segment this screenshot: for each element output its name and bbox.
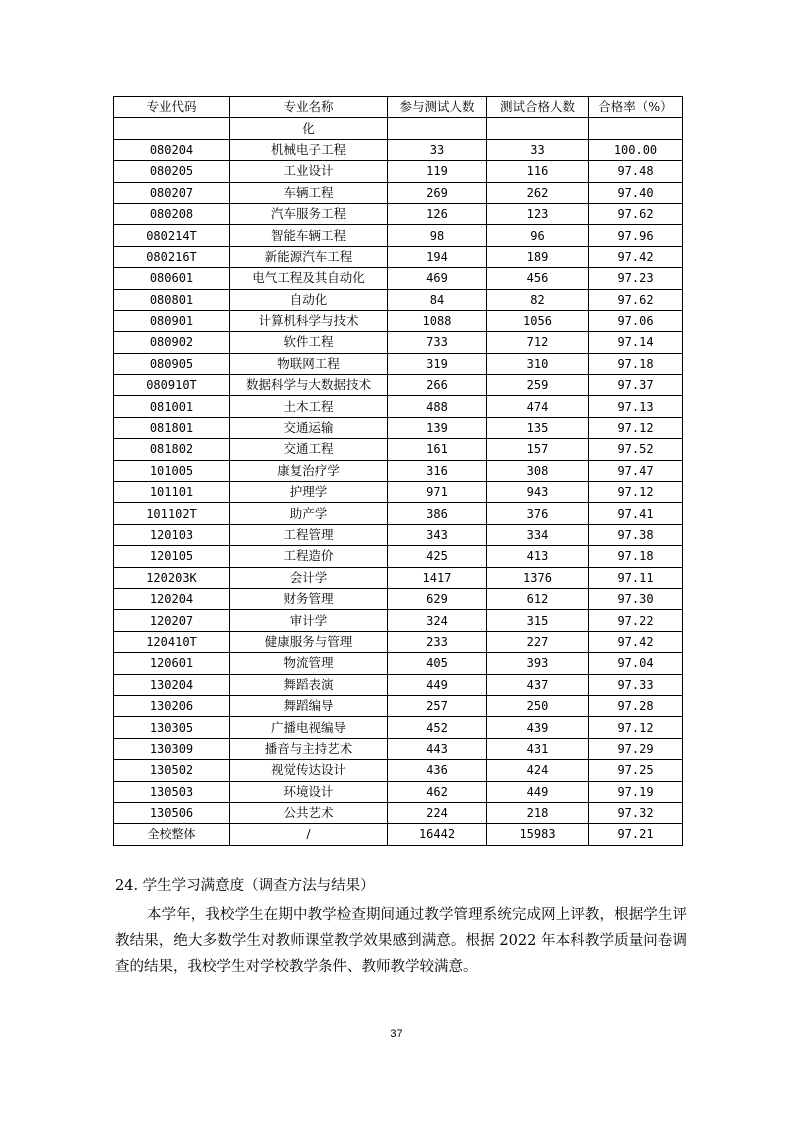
cell-participants: 269 [388, 182, 487, 203]
cell-passed: 712 [487, 332, 589, 353]
table-row [114, 738, 683, 759]
table-row [114, 460, 683, 481]
cell-passed: 15983 [487, 824, 589, 845]
cell-major-code: 120207 [114, 610, 230, 631]
cell-major-code: 080214T [114, 225, 230, 246]
cell-participants: 425 [388, 546, 487, 567]
cell-major-name: 化 [230, 118, 388, 139]
cell-passed: 259 [487, 375, 589, 396]
cell-participants: 405 [388, 653, 487, 674]
pass-rate-table [113, 96, 683, 846]
cell-passed: 334 [487, 524, 589, 545]
cell-pass-rate: 97.96 [589, 225, 683, 246]
cell-passed: 943 [487, 482, 589, 503]
cell-major-name: 公共艺术 [230, 802, 388, 823]
table-row [114, 439, 683, 460]
cell-major-name: 财务管理 [230, 588, 388, 609]
cell-participants: 316 [388, 460, 487, 481]
cell-major-name: 护理学 [230, 482, 388, 503]
table-row [114, 289, 683, 310]
cell-participants: 343 [388, 524, 487, 545]
cell-passed: 250 [487, 695, 589, 716]
cell-major-name: 电气工程及其自动化 [230, 268, 388, 289]
cell-major-name: 视觉传达设计 [230, 760, 388, 781]
cell-pass-rate: 97.42 [589, 246, 683, 267]
table-row [114, 182, 683, 203]
cell-passed: 157 [487, 439, 589, 460]
table-row [114, 332, 683, 353]
cell-participants: 452 [388, 717, 487, 738]
cell-pass-rate: 97.12 [589, 482, 683, 503]
table-row [114, 268, 683, 289]
cell-passed: 449 [487, 781, 589, 802]
cell-passed: 123 [487, 203, 589, 224]
cell-participants: 98 [388, 225, 487, 246]
cell-major-name: 助产学 [230, 503, 388, 524]
cell-major-code: 130204 [114, 674, 230, 695]
cell-pass-rate [589, 118, 683, 139]
cell-major-code: 130309 [114, 738, 230, 759]
cell-passed: 612 [487, 588, 589, 609]
cell-major-code: 130502 [114, 760, 230, 781]
table-row [114, 118, 683, 139]
cell-participants: 194 [388, 246, 487, 267]
cell-pass-rate: 97.62 [589, 203, 683, 224]
cell-participants: 443 [388, 738, 487, 759]
cell-major-name: 数据科学与大数据技术 [230, 375, 388, 396]
cell-passed: 424 [487, 760, 589, 781]
table-row [114, 546, 683, 567]
header-major-name: 专业名称 [230, 97, 388, 118]
cell-pass-rate: 97.62 [589, 289, 683, 310]
cell-pass-rate: 97.04 [589, 653, 683, 674]
cell-participants: 33 [388, 139, 487, 160]
table-row [114, 225, 683, 246]
cell-major-name: 舞蹈表演 [230, 674, 388, 695]
cell-participants: 84 [388, 289, 487, 310]
cell-major-name: 交通工程 [230, 439, 388, 460]
cell-pass-rate: 97.18 [589, 546, 683, 567]
cell-participants: 488 [388, 396, 487, 417]
table-row [114, 396, 683, 417]
table-row [114, 161, 683, 182]
cell-major-code: 080204 [114, 139, 230, 160]
cell-participants: 436 [388, 760, 487, 781]
cell-major-name: 工程造价 [230, 546, 388, 567]
table-row [114, 824, 683, 845]
cell-pass-rate: 97.21 [589, 824, 683, 845]
cell-participants: 971 [388, 482, 487, 503]
section-title: 24. 学生学习满意度（调查方法与结果） [115, 878, 375, 894]
cell-major-code: 080207 [114, 182, 230, 203]
cell-pass-rate: 97.28 [589, 695, 683, 716]
cell-major-code [114, 118, 230, 139]
cell-major-name: 物联网工程 [230, 353, 388, 374]
cell-major-name: 物流管理 [230, 653, 388, 674]
table-row [114, 482, 683, 503]
cell-pass-rate: 97.41 [589, 503, 683, 524]
table-row [114, 353, 683, 374]
cell-pass-rate: 97.25 [589, 760, 683, 781]
cell-major-code: 120203K [114, 567, 230, 588]
cell-passed: 376 [487, 503, 589, 524]
table-row [114, 310, 683, 331]
cell-participants: 629 [388, 588, 487, 609]
cell-major-code: 120105 [114, 546, 230, 567]
cell-pass-rate: 97.30 [589, 588, 683, 609]
cell-major-code: 130206 [114, 695, 230, 716]
cell-passed [487, 118, 589, 139]
cell-passed: 1376 [487, 567, 589, 588]
header-participants: 参与测试人数 [388, 97, 487, 118]
cell-major-name: 会计学 [230, 567, 388, 588]
cell-passed: 413 [487, 546, 589, 567]
cell-participants: 462 [388, 781, 487, 802]
table-row [114, 203, 683, 224]
cell-pass-rate: 97.33 [589, 674, 683, 695]
cell-participants: 257 [388, 695, 487, 716]
table-row [114, 631, 683, 652]
cell-pass-rate: 100.00 [589, 139, 683, 160]
cell-participants: 319 [388, 353, 487, 374]
cell-pass-rate: 97.37 [589, 375, 683, 396]
cell-major-code: 120601 [114, 653, 230, 674]
cell-passed: 1056 [487, 310, 589, 331]
cell-participants: 386 [388, 503, 487, 524]
cell-major-name: 车辆工程 [230, 182, 388, 203]
cell-major-name: 自动化 [230, 289, 388, 310]
cell-major-name: 汽车服务工程 [230, 203, 388, 224]
cell-pass-rate: 97.12 [589, 417, 683, 438]
cell-major-code: 080910T [114, 375, 230, 396]
cell-pass-rate: 97.19 [589, 781, 683, 802]
cell-pass-rate: 97.29 [589, 738, 683, 759]
cell-major-code: 080216T [114, 246, 230, 267]
cell-major-code: 080801 [114, 289, 230, 310]
cell-passed: 82 [487, 289, 589, 310]
table-row [114, 588, 683, 609]
cell-major-code: 080905 [114, 353, 230, 374]
cell-major-code: 101101 [114, 482, 230, 503]
cell-major-name: 智能车辆工程 [230, 225, 388, 246]
cell-major-code: 130305 [114, 717, 230, 738]
cell-major-name: 播音与主持艺术 [230, 738, 388, 759]
table-row [114, 674, 683, 695]
cell-passed: 456 [487, 268, 589, 289]
cell-major-code: 081801 [114, 417, 230, 438]
cell-major-name: / [230, 824, 388, 845]
cell-passed: 310 [487, 353, 589, 374]
cell-major-name: 工程管理 [230, 524, 388, 545]
table-row [114, 610, 683, 631]
table-row [114, 760, 683, 781]
cell-participants [388, 118, 487, 139]
cell-major-name: 舞蹈编导 [230, 695, 388, 716]
cell-major-code: 130506 [114, 802, 230, 823]
cell-pass-rate: 97.11 [589, 567, 683, 588]
cell-major-code: 120204 [114, 588, 230, 609]
cell-major-name: 计算机科学与技术 [230, 310, 388, 331]
cell-participants: 139 [388, 417, 487, 438]
page-number: 37 [390, 1028, 403, 1040]
table-header-row [114, 97, 683, 118]
cell-pass-rate: 97.23 [589, 268, 683, 289]
cell-participants: 266 [388, 375, 487, 396]
cell-pass-rate: 97.14 [589, 332, 683, 353]
cell-major-code: 101005 [114, 460, 230, 481]
cell-major-code: 081802 [114, 439, 230, 460]
cell-pass-rate: 97.47 [589, 460, 683, 481]
cell-pass-rate: 97.22 [589, 610, 683, 631]
cell-major-code: 120410T [114, 631, 230, 652]
cell-major-code: 080902 [114, 332, 230, 353]
cell-passed: 474 [487, 396, 589, 417]
header-major-code: 专业代码 [114, 97, 230, 118]
cell-major-code: 全校整体 [114, 824, 230, 845]
cell-participants: 733 [388, 332, 487, 353]
table-row [114, 717, 683, 738]
cell-pass-rate: 97.48 [589, 161, 683, 182]
cell-major-code: 080208 [114, 203, 230, 224]
cell-participants: 233 [388, 631, 487, 652]
cell-pass-rate: 97.13 [589, 396, 683, 417]
cell-major-code: 130503 [114, 781, 230, 802]
cell-pass-rate: 97.06 [589, 310, 683, 331]
cell-pass-rate: 97.42 [589, 631, 683, 652]
cell-pass-rate: 97.38 [589, 524, 683, 545]
cell-major-name: 土木工程 [230, 396, 388, 417]
cell-passed: 96 [487, 225, 589, 246]
cell-passed: 262 [487, 182, 589, 203]
cell-major-code: 101102T [114, 503, 230, 524]
cell-major-name: 机械电子工程 [230, 139, 388, 160]
table-row [114, 524, 683, 545]
table-row [114, 375, 683, 396]
cell-passed: 393 [487, 653, 589, 674]
cell-passed: 437 [487, 674, 589, 695]
cell-passed: 135 [487, 417, 589, 438]
cell-major-code: 080601 [114, 268, 230, 289]
cell-major-name: 环境设计 [230, 781, 388, 802]
table-row [114, 503, 683, 524]
cell-pass-rate: 97.18 [589, 353, 683, 374]
cell-participants: 224 [388, 802, 487, 823]
cell-passed: 308 [487, 460, 589, 481]
cell-major-name: 广播电视编导 [230, 717, 388, 738]
cell-passed: 116 [487, 161, 589, 182]
cell-passed: 218 [487, 802, 589, 823]
cell-pass-rate: 97.40 [589, 182, 683, 203]
header-pass-rate: 合格率（%） [589, 97, 683, 118]
cell-participants: 469 [388, 268, 487, 289]
cell-passed: 315 [487, 610, 589, 631]
cell-participants: 161 [388, 439, 487, 460]
cell-participants: 1417 [388, 567, 487, 588]
cell-major-name: 新能源汽车工程 [230, 246, 388, 267]
cell-participants: 126 [388, 203, 487, 224]
cell-passed: 33 [487, 139, 589, 160]
cell-major-code: 120103 [114, 524, 230, 545]
table-row [114, 567, 683, 588]
cell-major-name: 工业设计 [230, 161, 388, 182]
cell-major-name: 审计学 [230, 610, 388, 631]
cell-passed: 189 [487, 246, 589, 267]
table-row [114, 653, 683, 674]
cell-major-name: 软件工程 [230, 332, 388, 353]
cell-major-name: 交通运输 [230, 417, 388, 438]
cell-major-code: 081001 [114, 396, 230, 417]
cell-major-name: 康复治疗学 [230, 460, 388, 481]
cell-pass-rate: 97.52 [589, 439, 683, 460]
cell-major-code: 080901 [114, 310, 230, 331]
header-passed: 测试合格人数 [487, 97, 589, 118]
cell-participants: 324 [388, 610, 487, 631]
cell-passed: 431 [487, 738, 589, 759]
cell-passed: 227 [487, 631, 589, 652]
cell-participants: 1088 [388, 310, 487, 331]
table-row [114, 695, 683, 716]
table-row [114, 802, 683, 823]
body-paragraph: 本学年，我校学生在期中教学检查期间通过教学管理系统完成网上评教，根据学生评教结果，绝大多数学生对教师课堂教学效果感到满意。根据 2022 年本科教学质量问卷调查的结果，我校学生对学校教学条件、教师教学较满意。 [115, 907, 687, 975]
table-row [114, 139, 683, 160]
cell-major-name: 健康服务与管理 [230, 631, 388, 652]
cell-participants: 119 [388, 161, 487, 182]
table-row [114, 417, 683, 438]
cell-pass-rate: 97.12 [589, 717, 683, 738]
cell-passed: 439 [487, 717, 589, 738]
table-row [114, 781, 683, 802]
cell-participants: 449 [388, 674, 487, 695]
table-row [114, 246, 683, 267]
cell-major-code: 080205 [114, 161, 230, 182]
cell-pass-rate: 97.32 [589, 802, 683, 823]
cell-participants: 16442 [388, 824, 487, 845]
